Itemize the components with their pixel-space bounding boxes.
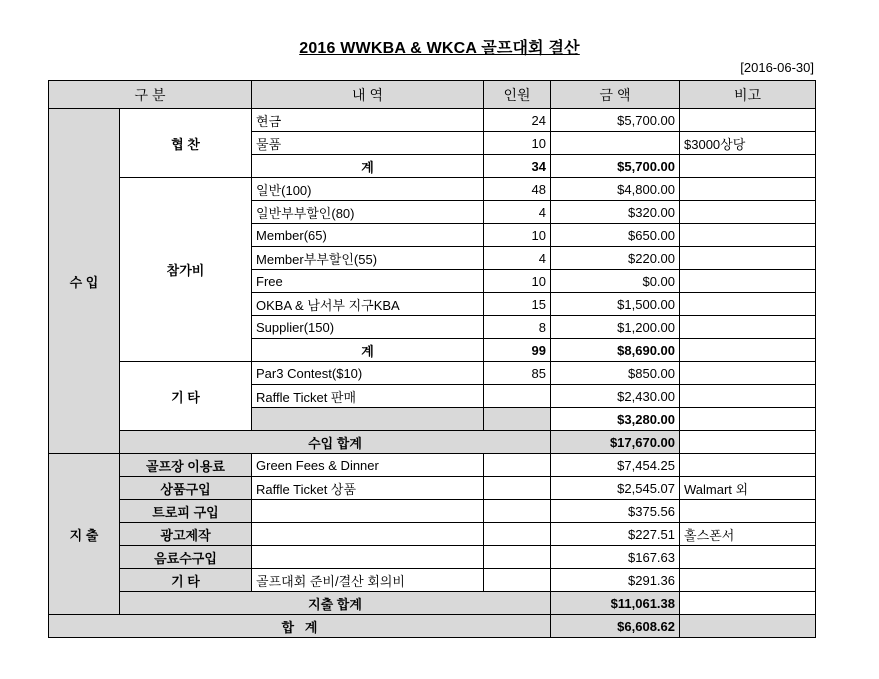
note-cell <box>680 178 816 201</box>
amount-cell: $1,500.00 <box>551 293 680 316</box>
item-cell: 현금 <box>252 109 484 132</box>
table-row <box>49 477 816 500</box>
empty-cell <box>252 408 484 431</box>
count-cell <box>484 569 551 592</box>
note-cell <box>680 109 816 132</box>
note-cell <box>680 247 816 270</box>
expense-category: 기 타 <box>120 569 252 592</box>
note-cell <box>680 408 816 431</box>
note-cell <box>680 293 816 316</box>
expense-category: 광고제작 <box>120 523 252 546</box>
count-cell <box>484 454 551 477</box>
count-cell <box>484 523 551 546</box>
count-cell <box>484 477 551 500</box>
item-cell: Raffle Ticket 상품 <box>252 477 484 500</box>
expense-section-label: 지 출 <box>49 454 120 615</box>
table-row <box>49 178 816 201</box>
subtotal-amount: $3,280.00 <box>551 408 680 431</box>
item-cell: OKBA & 남서부 지구KBA <box>252 293 484 316</box>
note-cell <box>680 201 816 224</box>
item-cell <box>252 546 484 569</box>
subtotal-label: 계 <box>252 155 484 178</box>
amount-cell: $5,700.00 <box>551 109 680 132</box>
note-cell <box>680 431 816 454</box>
count-cell: 10 <box>484 132 551 155</box>
header-category: 구 분 <box>49 81 252 109</box>
page-title: 2016 WWKBA & WKCA 골프대회 결산 <box>299 40 580 57</box>
table-row <box>49 454 816 477</box>
header-row <box>49 81 816 109</box>
header-count: 인원 <box>484 81 551 109</box>
subtotal-count: 34 <box>484 155 551 178</box>
table-row <box>49 546 816 569</box>
note-cell <box>680 500 816 523</box>
income-total-row <box>49 431 816 454</box>
income-total-label: 수입 합계 <box>120 431 551 454</box>
amount-cell: $375.56 <box>551 500 680 523</box>
note-cell <box>680 454 816 477</box>
count-cell: 4 <box>484 247 551 270</box>
item-cell: 일반부부할인(80) <box>252 201 484 224</box>
item-cell: 골프대회 준비/결산 회의비 <box>252 569 484 592</box>
empty-cell <box>484 408 551 431</box>
expense-category: 음료수구입 <box>120 546 252 569</box>
header-note: 비고 <box>680 81 816 109</box>
header-amount: 금 액 <box>551 81 680 109</box>
item-cell: Free <box>252 270 484 293</box>
note-cell <box>680 316 816 339</box>
note-cell <box>680 569 816 592</box>
count-cell <box>484 385 551 408</box>
income-section-label: 수 입 <box>49 109 120 454</box>
table-row <box>49 362 816 385</box>
note-cell: $3000상당 <box>680 132 816 155</box>
amount-cell: $1,200.00 <box>551 316 680 339</box>
subtotal-amount: $5,700.00 <box>551 155 680 178</box>
amount-cell: $291.36 <box>551 569 680 592</box>
item-cell <box>252 523 484 546</box>
count-cell: 85 <box>484 362 551 385</box>
note-cell <box>680 155 816 178</box>
settlement-table <box>48 80 816 638</box>
item-cell: Raffle Ticket 판매 <box>252 385 484 408</box>
note-cell <box>680 385 816 408</box>
item-cell: Supplier(150) <box>252 316 484 339</box>
report-date: [2016-06-30] <box>740 60 814 75</box>
fees-label: 참가비 <box>120 178 252 362</box>
amount-cell: $220.00 <box>551 247 680 270</box>
amount-cell: $320.00 <box>551 201 680 224</box>
item-cell: 물품 <box>252 132 484 155</box>
item-cell: Member(65) <box>252 224 484 247</box>
amount-cell: $650.00 <box>551 224 680 247</box>
note-cell <box>680 224 816 247</box>
header-item: 내 역 <box>252 81 484 109</box>
amount-cell: $4,800.00 <box>551 178 680 201</box>
table-row <box>49 523 816 546</box>
item-cell: 일반(100) <box>252 178 484 201</box>
amount-cell: $0.00 <box>551 270 680 293</box>
expense-category: 상품구입 <box>120 477 252 500</box>
expense-total-amount: $11,061.38 <box>551 592 680 615</box>
subtotal-count: 99 <box>484 339 551 362</box>
count-cell: 24 <box>484 109 551 132</box>
count-cell: 8 <box>484 316 551 339</box>
grand-total-amount: $6,608.62 <box>551 615 680 638</box>
note-cell: 홀스폰서 <box>680 523 816 546</box>
note-cell <box>680 270 816 293</box>
other-income-label: 기 타 <box>120 362 252 431</box>
amount-cell: $167.63 <box>551 546 680 569</box>
subtotal-label: 계 <box>252 339 484 362</box>
note-cell <box>680 592 816 615</box>
note-cell <box>680 615 816 638</box>
count-cell: 15 <box>484 293 551 316</box>
amount-cell: $2,545.07 <box>551 477 680 500</box>
count-cell <box>484 546 551 569</box>
amount-cell <box>551 132 680 155</box>
income-total-amount: $17,670.00 <box>551 431 680 454</box>
expense-total-row <box>49 592 816 615</box>
grand-total-label: 합 계 <box>49 615 551 638</box>
amount-cell: $2,430.00 <box>551 385 680 408</box>
note-cell: Walmart 외 <box>680 477 816 500</box>
table-row <box>49 500 816 523</box>
amount-cell: $7,454.25 <box>551 454 680 477</box>
note-cell <box>680 546 816 569</box>
item-cell: Par3 Contest($10) <box>252 362 484 385</box>
table-row <box>49 569 816 592</box>
item-cell: Member부부할인(55) <box>252 247 484 270</box>
count-cell: 48 <box>484 178 551 201</box>
expense-category: 트로피 구입 <box>120 500 252 523</box>
sponsorship-label: 협 찬 <box>120 109 252 178</box>
amount-cell: $850.00 <box>551 362 680 385</box>
expense-total-label: 지출 합계 <box>120 592 551 615</box>
count-cell: 10 <box>484 270 551 293</box>
amount-cell: $227.51 <box>551 523 680 546</box>
note-cell <box>680 362 816 385</box>
table-row <box>49 109 816 132</box>
count-cell <box>484 500 551 523</box>
item-cell <box>252 500 484 523</box>
grand-total-row <box>49 615 816 638</box>
expense-category: 골프장 이용료 <box>120 454 252 477</box>
subtotal-amount: $8,690.00 <box>551 339 680 362</box>
item-cell: Green Fees & Dinner <box>252 454 484 477</box>
count-cell: 10 <box>484 224 551 247</box>
count-cell: 4 <box>484 201 551 224</box>
note-cell <box>680 339 816 362</box>
